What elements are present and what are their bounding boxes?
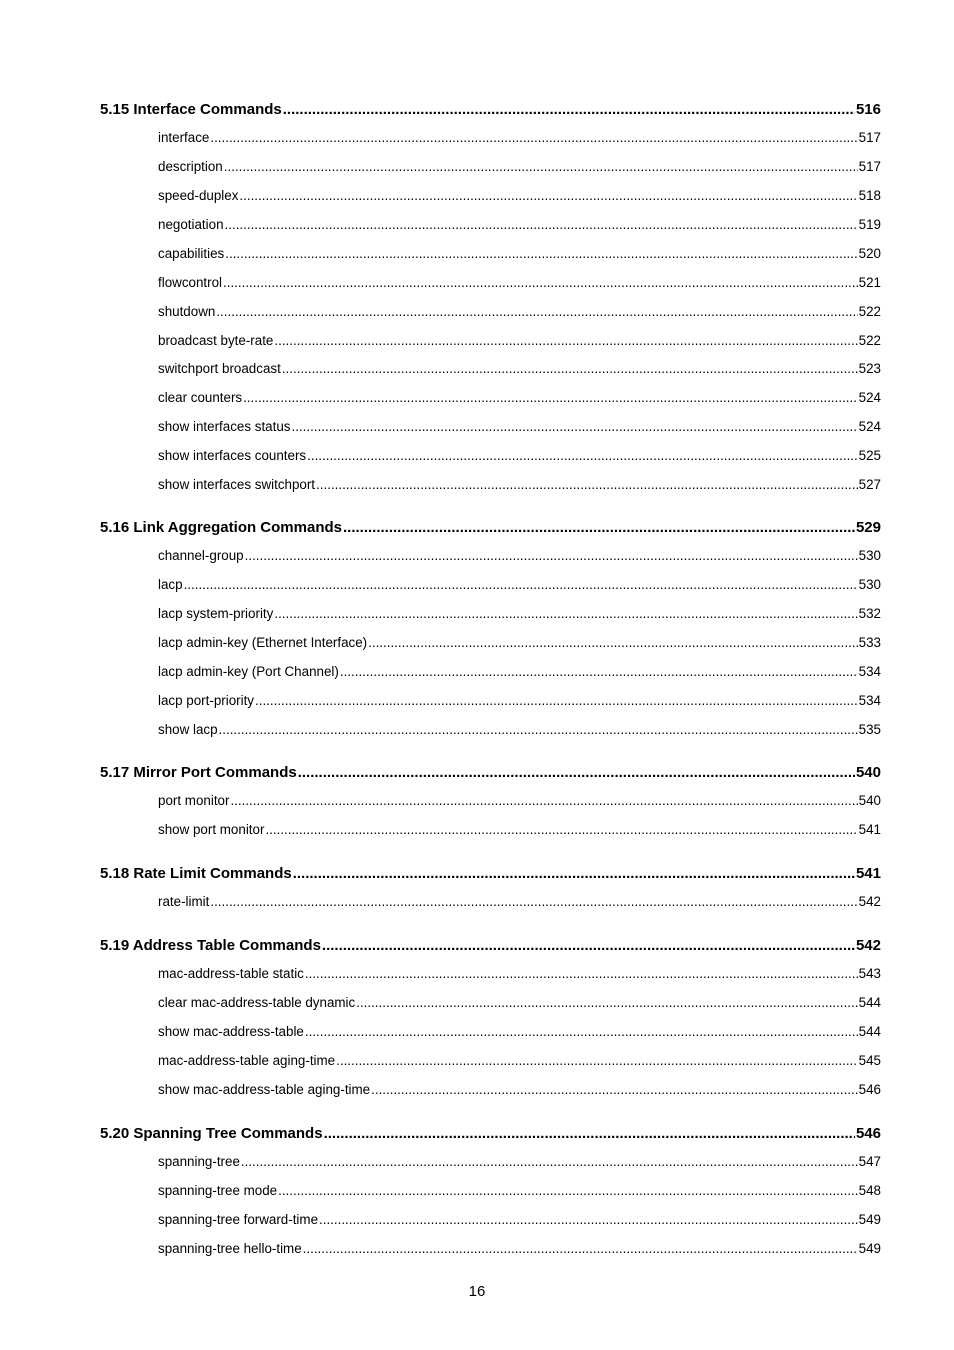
dot-leader [319,1212,858,1227]
toc-entry-label: 5.18 Rate Limit Commands [100,865,292,882]
dot-leader [298,764,855,781]
toc-entry-page: 527 [858,477,881,492]
dot-leader [322,937,855,954]
dot-leader [210,894,857,909]
toc-entry-label: capabilities [158,246,225,261]
toc-entry-label: show mac-address-table aging-time [158,1082,371,1097]
toc-entry-label: spanning-tree [158,1154,240,1169]
toc-entry-label: show port monitor [158,822,265,837]
toc-entry-label: show lacp [158,722,218,737]
toc-entry[interactable] [158,477,881,492]
toc-entry-page: 517 [858,130,881,145]
toc-entry-label: interface [158,130,210,145]
toc-entry-label: shutdown [158,304,216,319]
toc-entry-page: 533 [858,635,881,650]
toc-entry-page: 544 [858,1024,881,1039]
toc-entry-label: speed-duplex [158,188,239,203]
dot-leader [210,130,857,145]
toc-entry-label: negotiation [158,217,224,232]
dot-leader [225,246,857,261]
dot-leader [368,635,858,650]
toc-entry-label: spanning-tree hello-time [158,1241,302,1256]
dot-leader [243,390,858,405]
toc-entry-page: 529 [855,519,881,536]
toc-entry-page: 522 [858,333,881,348]
toc-entry[interactable] [158,894,881,909]
toc-entry[interactable] [158,419,881,434]
toc-entry-label: port monitor [158,793,230,808]
dot-leader [216,304,857,319]
dot-leader [245,548,858,563]
toc-entry-page: 542 [858,894,881,909]
dot-leader [282,361,858,376]
toc-entry-page: 519 [858,217,881,232]
toc-entry[interactable] [158,664,881,679]
toc-entry-page: 517 [858,159,881,174]
toc-entry-label: mac-address-table aging-time [158,1053,336,1068]
toc-entry-label: spanning-tree mode [158,1183,278,1198]
toc-entry[interactable] [158,606,881,621]
toc-entry[interactable] [158,635,881,650]
toc-entry[interactable] [158,217,881,232]
toc-entry-label: lacp system-priority [158,606,274,621]
dot-leader [278,1183,858,1198]
dot-leader [343,519,855,536]
toc-entry[interactable] [158,722,881,737]
dot-leader [255,693,858,708]
toc-entry[interactable] [158,1154,881,1169]
toc-entry-page: 522 [858,304,881,319]
toc-entry[interactable] [158,1241,881,1256]
toc-entry-page: 534 [858,693,881,708]
toc-entry-page: 523 [858,361,881,376]
toc-entry-label: 5.15 Interface Commands [100,101,282,118]
toc-entry-label: clear mac-address-table dynamic [158,995,356,1010]
dot-leader [305,966,858,981]
toc-entry[interactable] [158,548,881,563]
toc-entry[interactable] [158,1212,881,1227]
toc-entry-page: 544 [858,995,881,1010]
dot-leader [241,1154,858,1169]
toc-entry-page: 541 [858,822,881,837]
toc-entry-label: show interfaces counters [158,448,307,463]
toc-entry-page: 535 [858,722,881,737]
dot-leader [219,722,858,737]
toc-entry-label: show interfaces status [158,419,291,434]
dot-leader [239,188,857,203]
toc-entry-label: description [158,159,223,174]
toc-entry-page: 530 [858,577,881,592]
dot-leader [283,101,855,118]
toc-entry-page: 543 [858,966,881,981]
dot-leader [307,448,858,463]
dot-leader [356,995,857,1010]
toc-entry-page: 549 [858,1212,881,1227]
toc-entry[interactable] [158,577,881,592]
toc-entry-label: lacp admin-key (Port Channel) [158,664,339,679]
toc-entry-page: 524 [858,419,881,434]
toc-entry-page: 530 [858,548,881,563]
toc-entry[interactable] [158,995,881,1010]
toc-entry[interactable] [158,1053,881,1068]
toc-section-heading[interactable] [100,865,881,882]
toc-entry[interactable] [158,188,881,203]
toc-entry-page: 521 [858,275,881,290]
toc-entry-page: 540 [858,793,881,808]
toc-entry[interactable] [158,361,881,376]
toc-entry-label: lacp admin-key (Ethernet Interface) [158,635,368,650]
toc-entry-page: 525 [858,448,881,463]
toc-entry[interactable] [158,966,881,981]
toc-entry-page: 545 [858,1053,881,1068]
dot-leader [293,865,855,882]
toc-entry[interactable] [158,1183,881,1198]
toc-entry-page: 541 [855,865,881,882]
dot-leader [184,577,858,592]
toc-entry-page: 520 [858,246,881,261]
toc-entry[interactable] [158,822,881,837]
dot-leader [324,1125,855,1142]
toc-entry-label: 5.16 Link Aggregation Commands [100,519,342,536]
page-number: 16 [468,1283,486,1300]
toc-entry-page: 549 [858,1241,881,1256]
dot-leader [291,419,857,434]
toc-entry-page: 532 [858,606,881,621]
dot-leader [223,275,858,290]
dot-leader [316,477,858,492]
dot-leader [303,1241,858,1256]
toc-entry[interactable] [158,275,881,290]
toc-entry-page: 546 [858,1082,881,1097]
toc-entry-label: mac-address-table static [158,966,304,981]
toc-entry-page: 516 [855,101,881,118]
toc-entry-label: channel-group [158,548,244,563]
dot-leader [224,159,858,174]
toc-section-heading[interactable] [100,1125,881,1142]
toc-entry-page: 542 [855,937,881,954]
dot-leader [230,793,857,808]
dot-leader [340,664,858,679]
toc-entry-label: 5.19 Address Table Commands [100,937,321,954]
dot-leader [265,822,857,837]
toc-entry-label: show mac-address-table [158,1024,304,1039]
toc-entry-label: broadcast byte-rate [158,333,274,348]
toc-entry-page: 518 [858,188,881,203]
toc-entry[interactable] [158,1024,881,1039]
toc-entry[interactable] [158,390,881,405]
dot-leader [336,1053,858,1068]
dot-leader [274,333,857,348]
toc-entry-page: 534 [858,664,881,679]
toc-section-heading[interactable] [100,937,881,954]
toc-entry[interactable] [158,130,881,145]
toc-entry[interactable] [158,1082,881,1097]
toc-entry[interactable] [158,333,881,348]
dot-leader [274,606,857,621]
toc-entry-label: clear counters [158,390,243,405]
toc-section-heading[interactable] [100,101,881,118]
toc-entry-page: 547 [858,1154,881,1169]
toc-entry-page: 546 [855,1125,881,1142]
toc-entry-page: 540 [855,764,881,781]
dot-leader [225,217,858,232]
toc-entry-label: 5.17 Mirror Port Commands [100,764,297,781]
toc-entry-label: lacp [158,577,183,592]
toc-entry[interactable] [158,304,881,319]
toc-entry[interactable] [158,448,881,463]
toc-entry[interactable] [158,159,881,174]
dot-leader [371,1082,858,1097]
toc-entry-label: switchport broadcast [158,361,281,376]
toc-entry-label: show interfaces switchport [158,477,316,492]
toc-entry-label: spanning-tree forward-time [158,1212,319,1227]
dot-leader [305,1024,858,1039]
toc-section-heading[interactable] [100,519,881,536]
toc-entry[interactable] [158,246,881,261]
toc-entry-label: flowcontrol [158,275,223,290]
toc-entry-page: 524 [858,390,881,405]
toc-entry-page: 548 [858,1183,881,1198]
toc-entry-label: lacp port-priority [158,693,254,708]
toc-entry-label: 5.20 Spanning Tree Commands [100,1125,323,1142]
toc-entry[interactable] [158,793,881,808]
toc-entry[interactable] [158,693,881,708]
toc-entry-label: rate-limit [158,894,210,909]
toc-section-heading[interactable] [100,764,881,781]
